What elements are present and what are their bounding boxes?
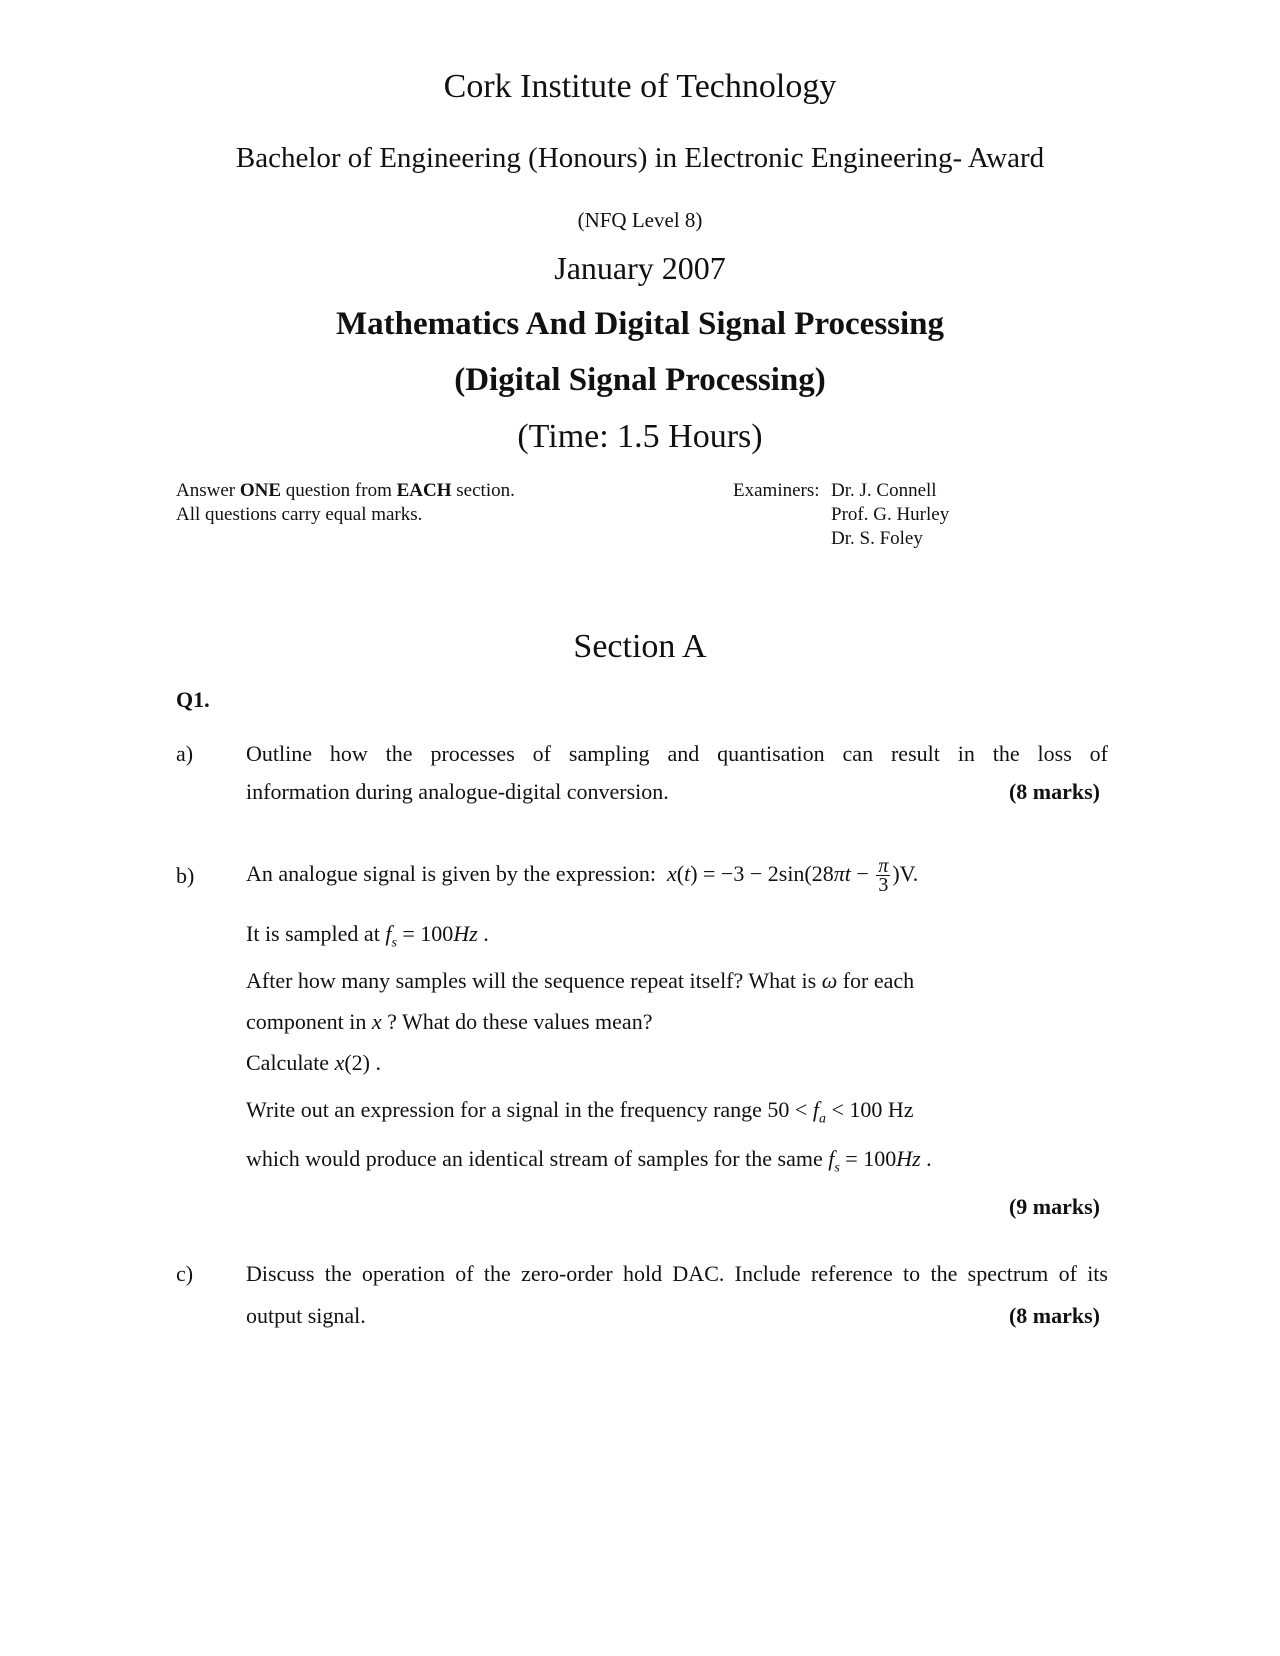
programme-title: Bachelor of Engineering (Honours) in Electronic Engineering- Award — [235, 142, 1045, 174]
math-symbol: Hz — [896, 1146, 921, 1171]
text-fragment: for each — [837, 968, 915, 993]
part-b-calculate-line — [246, 1050, 381, 1076]
part-b-question-line-1 — [246, 968, 914, 994]
part-a-line-1: Outline how the processes of sampling and quantisation can result in the loss of — [246, 741, 1108, 766]
math-symbol: f — [812, 1097, 819, 1122]
text-fragment: which would produce an identical stream of samples for the same — [246, 1146, 829, 1171]
part-c-line-2: output signal. — [246, 1303, 366, 1328]
part-c-marks: (8 marks) — [1008, 1303, 1100, 1328]
text-fragment: Calculate — [246, 1050, 335, 1075]
expr-text: ) = −3 − 2sin(28 — [690, 861, 834, 886]
fraction-denominator: 3 — [878, 874, 889, 897]
part-b-range-line — [246, 1097, 914, 1127]
part-b-marks: (9 marks) — [1008, 1194, 1100, 1219]
examiners-list — [831, 479, 949, 551]
math-symbol: Hz — [453, 921, 478, 946]
part-b-label: b) — [176, 863, 195, 888]
math-symbol: x — [334, 1050, 345, 1075]
text-fragment: component in — [246, 1009, 372, 1034]
expr-symbol: πt — [833, 861, 851, 886]
examiner-name: Prof. G. Hurley — [831, 504, 950, 525]
instruction-line-2: All questions carry equal marks. — [176, 504, 423, 525]
pi-over-3-fraction — [876, 855, 890, 897]
instruction-text: Answer — [176, 480, 240, 501]
text-fragment: < 100 Hz — [825, 1097, 914, 1122]
part-c-line-1: Discuss the operation of the zero-order hold DAC. Include reference to the spectrum of its — [246, 1261, 1108, 1286]
nfq-level: (NFQ Level 8) — [577, 208, 703, 232]
math-symbol: f — [828, 1146, 835, 1171]
text-fragment: = 100 — [839, 1146, 897, 1171]
text-fragment: . — [477, 921, 489, 946]
instruction-emphasis: ONE — [239, 480, 282, 501]
part-b-question-line-2 — [246, 1009, 652, 1035]
examiners-label: Examiners: — [733, 480, 820, 501]
math-symbol: ω — [821, 968, 838, 993]
expr-symbol: x — [666, 861, 677, 886]
instruction-emphasis: EACH — [396, 480, 452, 501]
expr-symbol: t — [684, 861, 691, 886]
part-b-expression-line — [246, 852, 918, 896]
part-b-identical-line — [246, 1146, 932, 1176]
part-a-marks: (8 marks) — [1008, 779, 1100, 804]
fraction-numerator: π — [878, 855, 889, 878]
math-subscript: s — [391, 935, 397, 951]
part-a-line-2: information during analogue-digital conversion. — [246, 779, 669, 804]
examiner-name: Dr. J. Connell — [831, 480, 937, 501]
text-fragment: It is sampled at — [246, 921, 386, 946]
part-a-label: a) — [176, 741, 194, 766]
text-fragment: Write out an expression for a signal in the frequency range 50 < — [246, 1097, 813, 1122]
text-fragment: (2) . — [344, 1050, 381, 1075]
instruction-text: section. — [451, 480, 515, 501]
examiner-name: Dr. S. Foley — [831, 528, 923, 549]
text-fragment: After how many samples will the sequence repeat itself? What is — [246, 968, 822, 993]
part-c-label: c) — [176, 1261, 194, 1286]
signal-expression: x(t) = −3 − 2sin(28πt − $\frac{\pi}{3}$ )V. — [666, 855, 919, 897]
math-subscript: s — [834, 1160, 840, 1176]
math-symbol: f — [385, 921, 392, 946]
expr-text: )V. — [892, 861, 919, 886]
exam-date: January 2007 — [554, 250, 726, 286]
math-symbol: x — [371, 1009, 382, 1034]
text-fragment: ? What do these values mean? — [381, 1009, 653, 1034]
instruction-line-1 — [176, 479, 515, 503]
subject-title: Mathematics And Digital Signal Processing — [335, 306, 945, 342]
instructions — [176, 479, 515, 527]
text-fragment: . — [920, 1146, 932, 1171]
question-number: Q1. — [176, 687, 210, 712]
part-b-sample-line — [246, 921, 489, 951]
expr-text: − — [850, 861, 875, 886]
subject-subtitle: (Digital Signal Processing) — [454, 362, 826, 398]
part-b-intro: An analogue signal is given by the expression: — [246, 861, 656, 886]
institution-title: Cork Institute of Technology — [443, 68, 837, 105]
math-subscript: a — [818, 1111, 826, 1127]
text-fragment: = 100 — [396, 921, 454, 946]
section-title: Section A — [573, 628, 707, 665]
instruction-text: question from — [281, 480, 397, 501]
exam-duration: (Time: 1.5 Hours) — [517, 418, 763, 455]
